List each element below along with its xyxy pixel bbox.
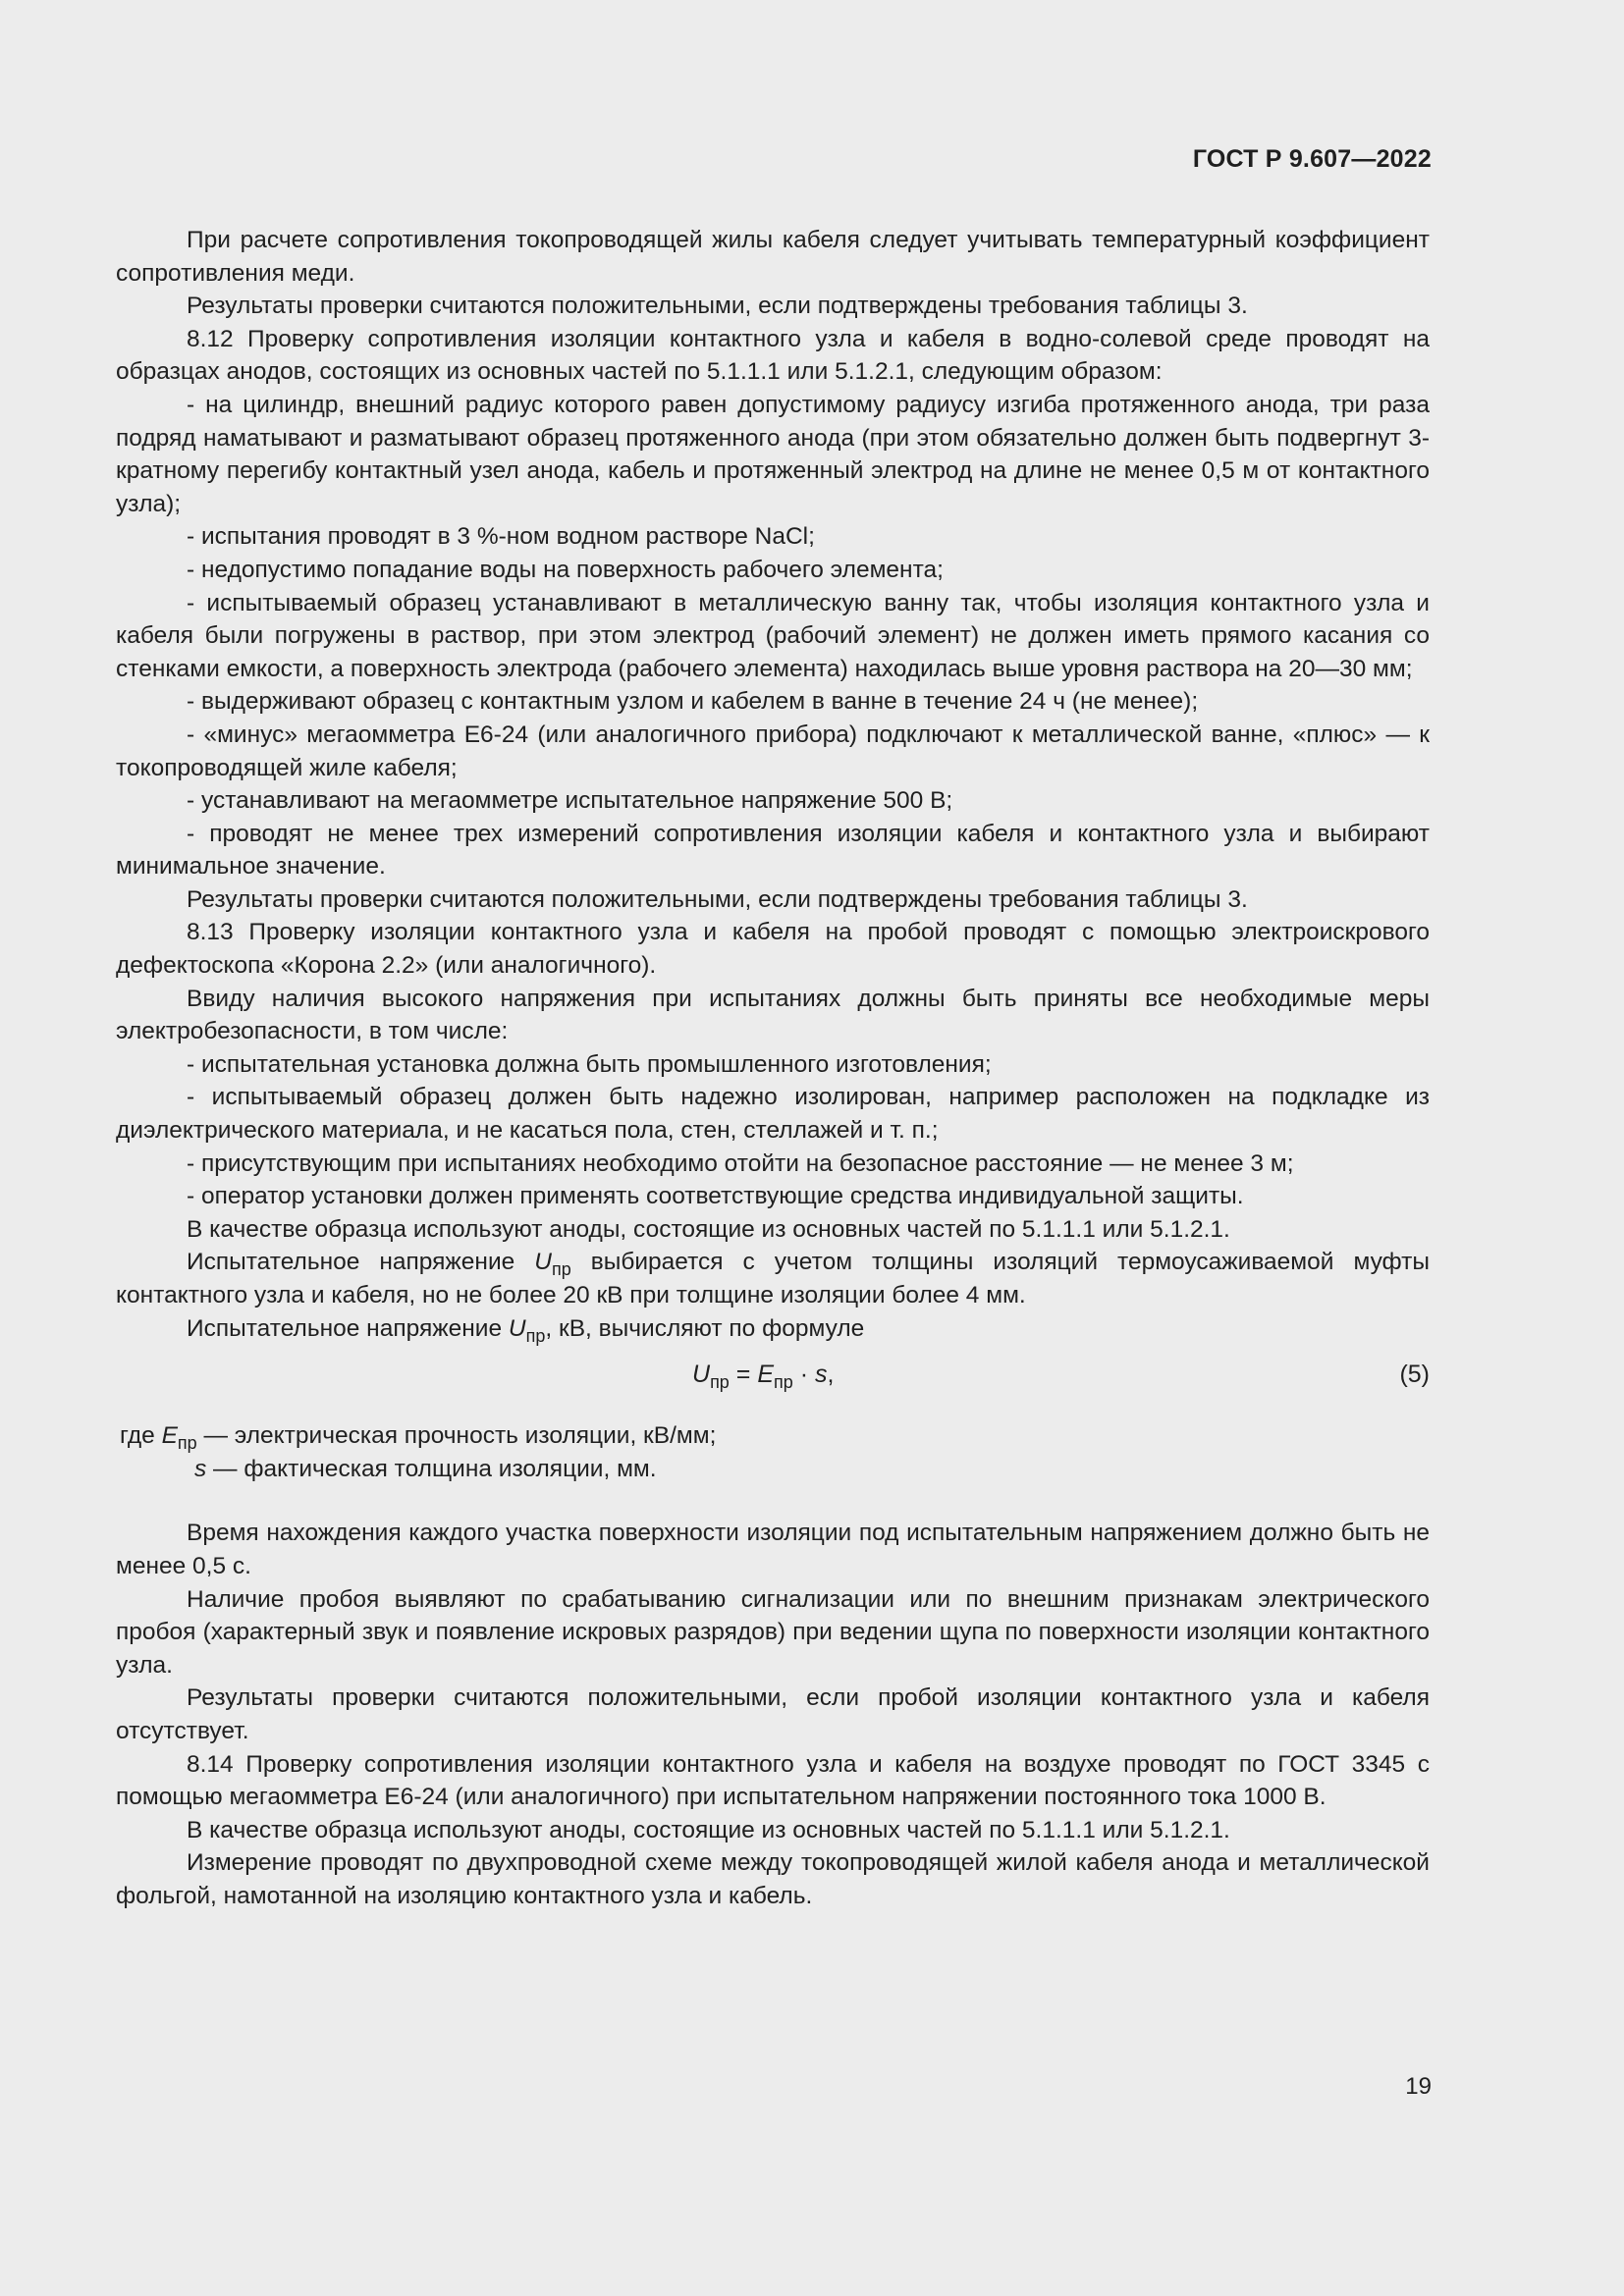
- paragraph: 8.12 Проверку сопротивления изоляции контактного узла и кабеля в водно-солевой среде проводят на образцах анодов, состоящих из основных частей по 5.1.1.1 или 5.1.2.1, следующим образом:: [116, 325, 1430, 386]
- paragraphs-top: [116, 224, 1430, 1246]
- multiply-dot: ·: [792, 1361, 815, 1389]
- list-item: - испытания проводят в 3 %-ном водном растворе NaCl;: [187, 523, 815, 551]
- list-item: - на цилиндр, внешний радиус которого равен допустимому радиусу изгиба протяженного анода, три раза подряд наматывают и разматывают образец протяженного анода (при этом обязательно должен быть подвергнут 3-кратному перегибу контактный узел анода, кабель и протяженный электрод на длине не менее 0,5 м от контактного узла);: [116, 391, 1430, 517]
- list-item: - присутствующим при испытаниях необходимо отойти на безопасное расстояние — не менее 3 м;: [187, 1149, 1294, 1177]
- list-item: - устанавливают на мегаомметре испытательное напряжение 500 В;: [187, 787, 953, 815]
- paragraph: Ввиду наличия высокого напряжения при испытаниях должны быть приняты все необходимые меры электробезопасности, в том числе:: [116, 985, 1430, 1045]
- list-item: - «минус» мегаомметра Е6-24 (или аналогичного прибора) подключают к металлической ванне, «плюс» — к токопроводящей жиле кабеля;: [116, 721, 1430, 781]
- formula-number: (5): [1399, 1361, 1430, 1389]
- document-header: ГОСТ Р 9.607—2022: [1192, 145, 1432, 173]
- list-item: - испытательная установка должна быть промышленного изготовления;: [187, 1050, 992, 1078]
- var-e: E: [161, 1422, 178, 1450]
- list-item: - недопустимо попадание воды на поверхность рабочего элемента;: [187, 556, 944, 583]
- paragraph: Время нахождения каждого участка поверхности изоляции под испытательным напряжением должно быть не менее 0,5 с.: [116, 1520, 1430, 1579]
- where-e: [120, 1419, 1430, 1453]
- var-e: E: [757, 1361, 775, 1389]
- var-u: U: [534, 1249, 552, 1276]
- sub-pr: пр: [774, 1372, 793, 1393]
- var-u: U: [692, 1361, 711, 1389]
- text-run: Испытательное напряжение: [187, 1249, 535, 1276]
- text-run: выбирается с учетом толщины изоляций термоусаживаемой муфты контактного узла и кабеля, но не более 20 кВ при толщине изоляции более 4 мм.: [116, 1249, 1430, 1308]
- paragraph: 8.13 Проверку изоляции контактного узла и кабеля на пробой проводят с помощью электроискрового дефектоскопа «Корона 2.2» (или аналогичного).: [116, 919, 1430, 980]
- paragraph: Измерение проводят по двухпроводной схеме между токопроводящей жилой кабеля анода и металлической фольгой, намотанной на изоляцию контактного узла и кабель.: [116, 1849, 1430, 1909]
- formula-intro: [116, 1312, 1430, 1346]
- sub-pr: пр: [710, 1372, 730, 1393]
- list-item: - выдерживают образец с контактным узлом и кабелем в ванне в течение 24 ч (не менее);: [187, 688, 1199, 716]
- var-s: s: [194, 1455, 207, 1482]
- paragraph: При расчете сопротивления токопроводящей жилы кабеля следует учитывать температурный коэффициент сопротивления меди.: [116, 227, 1430, 287]
- sub-pr: пр: [551, 1259, 571, 1280]
- where-s-desc: — фактическая толщина изоляции, мм.: [206, 1455, 657, 1482]
- text-run: , кВ, вычисляют по формуле: [545, 1314, 865, 1342]
- paragraph: Результаты проверки считаются положительными, если подтверждены требования таблицы 3.: [187, 293, 1248, 320]
- equals-sign: =: [729, 1361, 758, 1389]
- var-s: s: [815, 1361, 828, 1389]
- sub-pr: пр: [525, 1325, 546, 1346]
- voltage-paragraph: [116, 1246, 1430, 1311]
- where-prefix: где: [120, 1422, 162, 1450]
- where-s: [194, 1453, 1430, 1486]
- list-item: - оператор установки должен применять соответствующие средства индивидуальной защиты.: [187, 1183, 1244, 1210]
- list-item: - проводят не менее трех измерений сопротивления изоляции кабеля и контактного узла и выбирают минимальное значение.: [116, 820, 1430, 881]
- var-u: U: [508, 1314, 526, 1342]
- where-e-desc: — электрическая прочность изоляции, кВ/мм;: [196, 1422, 717, 1450]
- formula-expression: [692, 1359, 834, 1392]
- paragraph: 8.14 Проверку сопротивления изоляции контактного узла и кабеля на воздухе проводят по ГОСТ 3345 с помощью мегаомметра Е6-24 (или аналогичного) при испытательном напряжении постоянного тока 1000 В.: [116, 1750, 1430, 1811]
- paragraph: Результаты проверки считаются положительными, если пробой изоляции контактного узла и кабеля отсутствует.: [116, 1684, 1430, 1744]
- document-body: [116, 224, 1430, 1913]
- paragraph: Результаты проверки считаются положительными, если подтверждены требования таблицы 3.: [187, 885, 1248, 913]
- list-item: - испытываемый образец устанавливают в металлическую ванну так, чтобы изоляция контактного узла и кабеля были погружены в раствор, при этом электрод (рабочий элемент) не должен иметь прямого касания со стенками емкости, а поверхность электрода (рабочего элемента) находилась выше уровня раствора на 20—30 мм;: [116, 589, 1430, 682]
- paragraph: В качестве образца используют аноды, состоящие из основных частей по 5.1.1.1 или 5.1.2.1.: [187, 1215, 1230, 1243]
- paragraph: Наличие пробоя выявляют по срабатыванию сигнализации или по внешним признакам электрического пробоя (характерный звук и появление искровых разрядов) при ведении щупа по поверхности изоляции контактного узла.: [116, 1585, 1430, 1679]
- formula-5: [116, 1353, 1430, 1414]
- paragraphs-bottom: [116, 1517, 1430, 1912]
- list-item: - испытываемый образец должен быть надежно изолирован, например расположен на подкладке из диэлектрического материала, и не касаться пола, стен, стеллажей и т. п.;: [116, 1084, 1430, 1145]
- sub-pr: пр: [177, 1433, 197, 1454]
- paragraph: В качестве образца используют аноды, состоящие из основных частей по 5.1.1.1 или 5.1.2.1.: [187, 1816, 1230, 1843]
- page-number: 19: [1405, 2073, 1432, 2100]
- text-run: Испытательное напряжение: [187, 1314, 509, 1342]
- formula-comma: ,: [827, 1361, 835, 1389]
